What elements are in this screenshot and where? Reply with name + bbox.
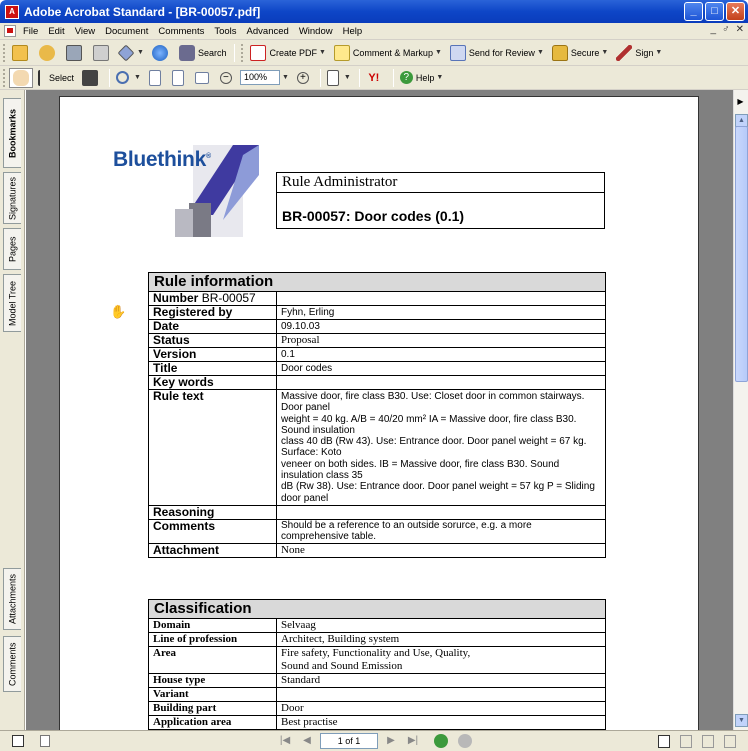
fit-width-icon <box>195 72 209 84</box>
minimize-button[interactable]: _ <box>684 2 703 21</box>
status-bar <box>0 730 748 751</box>
secure-button[interactable]: Secure ▼ <box>549 43 611 63</box>
search-button[interactable] <box>176 43 230 63</box>
yahoo-button[interactable] <box>363 68 388 88</box>
bluethink-logo <box>113 145 259 237</box>
toolbar-file <box>0 40 748 66</box>
magnifier-icon <box>116 71 129 84</box>
zoom-tool-button[interactable]: ▼ <box>113 68 144 88</box>
scroll-thumb[interactable] <box>735 126 748 382</box>
toolbar-grip[interactable] <box>241 44 244 62</box>
continuous-icon[interactable] <box>680 735 692 748</box>
fit-page-button[interactable] <box>169 68 190 88</box>
save-disk-icon <box>66 45 82 61</box>
toolbar-separator <box>359 69 360 87</box>
table-row <box>149 320 606 334</box>
zoom-in-button[interactable] <box>289 68 315 88</box>
tab-signatures[interactable]: Signatures <box>3 172 21 224</box>
hand-tool-button[interactable] <box>9 68 33 88</box>
document-title-box <box>276 172 605 229</box>
window-title: Adobe Acrobat Standard - [BR-00057.pdf] <box>24 4 261 19</box>
tab-pages[interactable]: Pages <box>3 228 21 270</box>
attach-email-icon <box>118 44 135 61</box>
rotate-view-button[interactable]: ▼ <box>324 68 354 88</box>
table-row <box>149 376 606 390</box>
secure-label: Secure <box>570 47 600 58</box>
pen-icon <box>616 45 632 61</box>
last-page-icon[interactable]: ▶| <box>407 735 419 746</box>
domain-label: Domain <box>149 619 277 633</box>
housetype-value: Standard <box>277 674 606 688</box>
housetype-label: House type <box>149 674 277 688</box>
document-window-controls <box>711 24 744 35</box>
previous-view-icon[interactable] <box>434 734 448 748</box>
header-role: Rule Administrator <box>277 173 604 193</box>
tab-bookmarks[interactable]: Bookmarks <box>3 98 21 168</box>
organizer-button[interactable] <box>36 43 61 63</box>
first-page-icon[interactable]: |◀ <box>279 735 291 746</box>
table-row <box>149 702 606 716</box>
vertical-scrollbar[interactable] <box>733 90 748 730</box>
email-button[interactable]: ▼ <box>117 43 147 63</box>
minus-circle-icon: − <box>220 72 232 84</box>
title-label: Title <box>149 362 277 376</box>
menu-tools[interactable]: Tools <box>214 25 237 37</box>
navigation-pane-tabs <box>0 90 25 730</box>
page-options-icon[interactable] <box>40 735 50 747</box>
profession-label: Line of profession <box>149 633 277 647</box>
classification-heading: Classification <box>149 600 606 619</box>
table-row <box>149 362 606 376</box>
window-titlebar <box>0 0 748 23</box>
area-value-line: Fire safety, Functionality and Use, Quality, <box>281 647 471 659</box>
doc-minimize-button[interactable]: _ <box>710 24 717 35</box>
toolbar-tools <box>0 66 748 90</box>
menu-advanced[interactable]: Advanced <box>246 25 289 37</box>
menu-window[interactable]: Window <box>298 25 333 37</box>
expand-pane-arrow-icon[interactable]: ▶ <box>737 97 744 106</box>
reasoning-label: Reasoning <box>149 505 277 519</box>
area-value-line: Sound and Sound Emission <box>281 660 403 672</box>
classification-table <box>148 599 606 730</box>
snapshot-button[interactable] <box>79 68 104 88</box>
prev-page-icon[interactable]: ◀ <box>303 735 311 746</box>
help-label: Help <box>415 72 435 83</box>
toolbar-grip[interactable] <box>3 69 6 87</box>
continuous-facing-icon[interactable] <box>724 735 736 748</box>
fit-width-button[interactable] <box>192 68 215 88</box>
facing-icon[interactable] <box>702 735 714 748</box>
zoom-dropdown-icon[interactable]: ▼ <box>281 74 289 81</box>
text-cursor-icon <box>38 70 46 86</box>
comments-label: Comments <box>149 519 277 543</box>
variant-value <box>277 688 606 702</box>
send-review-button[interactable]: Send for Review ▼ <box>447 43 547 63</box>
close-button[interactable]: ✕ <box>726 2 745 21</box>
doc-restore-button[interactable]: ♂ <box>722 24 730 35</box>
table-row <box>149 674 606 688</box>
window-controls <box>684 2 745 21</box>
registered-label: Registered by <box>149 306 277 320</box>
attachment-value: None <box>277 543 606 557</box>
variant-label: Variant <box>149 688 277 702</box>
globe-icon <box>152 45 168 61</box>
select-tool-button[interactable] <box>35 68 77 88</box>
sign-button[interactable]: Sign ▼ <box>613 43 665 63</box>
comment-markup-label: Comment & Markup <box>352 47 433 58</box>
zoom-level-input[interactable]: 100% <box>240 70 280 85</box>
table-row <box>149 292 606 306</box>
create-pdf-label: Create PDF <box>269 47 317 58</box>
print-button[interactable] <box>90 43 115 63</box>
ruletext-line: Massive door, fire class B30. Use: Closet door in common stairways. Door panel <box>281 391 585 414</box>
acrobat-app-icon: A <box>5 5 19 19</box>
table-row <box>149 716 606 730</box>
toolbar-separator <box>234 44 235 62</box>
area-value <box>277 647 606 674</box>
menu-file[interactable]: File <box>23 25 39 37</box>
table-row <box>149 633 606 647</box>
apparea-value: Best practise <box>277 716 606 730</box>
keywords-label: Key words <box>149 376 277 390</box>
send-review-label: Send for Review <box>468 47 535 58</box>
date-value: 09.10.03 <box>277 320 606 334</box>
help-icon: ? <box>400 71 413 84</box>
camera-icon <box>82 70 98 86</box>
yahoo-icon: Y! <box>368 71 380 84</box>
menu-bar <box>0 23 748 40</box>
menu-help[interactable]: Help <box>342 25 363 37</box>
table-row <box>149 348 606 362</box>
ruletext-line: veneer on both sides. IB = Massive door, fire class B30. Sound insulation class 35 <box>281 458 560 482</box>
doc-close-button[interactable]: ✕ <box>735 24 744 35</box>
search-label: Search <box>197 47 227 58</box>
keywords-value <box>277 376 606 390</box>
number-label: Number <box>153 291 199 305</box>
profession-value: Architect, Building system <box>277 633 606 647</box>
domain-value: Selvaag <box>277 619 606 633</box>
status-value: Proposal <box>277 334 606 348</box>
status-label: Status <box>149 334 277 348</box>
registered-value: Fyhn, Erling <box>277 306 606 320</box>
page-navigation <box>276 733 472 749</box>
single-page-icon[interactable] <box>658 735 670 748</box>
printer-icon <box>93 45 109 61</box>
table-row <box>149 306 606 320</box>
logo-text: Bluethink® <box>113 148 211 171</box>
save-button[interactable] <box>63 43 88 63</box>
menu-document[interactable]: Document <box>105 25 149 37</box>
document-icon[interactable] <box>4 25 16 37</box>
table-row <box>149 543 606 557</box>
menu-edit[interactable]: Edit <box>48 25 65 37</box>
help-button[interactable]: ? Help ▼ <box>397 68 446 88</box>
next-page-icon[interactable]: ▶ <box>387 735 395 746</box>
next-view-icon[interactable] <box>458 734 472 748</box>
lock-icon <box>552 45 568 61</box>
comment-markup-button[interactable]: Comment & Markup ▼ <box>331 43 445 63</box>
version-value: 0.1 <box>277 348 606 362</box>
comment-note-icon <box>334 45 350 61</box>
create-pdf-button[interactable]: Create PDF ▼ <box>247 43 328 63</box>
header-title: BR-00057: Door codes (0.1) <box>282 208 465 224</box>
menu-view[interactable]: View <box>74 25 96 37</box>
reasoning-value <box>277 505 606 519</box>
table-row <box>149 647 606 674</box>
buildingpart-value: Door <box>277 702 606 716</box>
ruletext-label: Rule text <box>149 390 277 506</box>
upload-button[interactable] <box>149 43 174 63</box>
table-row <box>149 519 606 543</box>
zoom-out-button[interactable] <box>217 68 238 88</box>
ruletext-line: dB (Rw 38). Use: Entrance door. Door panel weight = 57 kg P = Sliding door panel <box>281 481 595 504</box>
nav-pane-toggle-icon[interactable] <box>12 735 24 747</box>
hand-icon <box>13 70 29 86</box>
table-row <box>149 505 606 519</box>
ruletext-value <box>277 390 606 506</box>
apparea-label: Application area <box>149 716 277 730</box>
hand-cursor-icon: ✋ <box>110 304 127 319</box>
rotate-page-icon <box>327 70 339 86</box>
number-label-cell <box>149 292 277 306</box>
pdf-page <box>59 96 699 730</box>
date-label: Date <box>149 320 277 334</box>
number-empty-cell <box>277 292 606 306</box>
toolbar-separator <box>109 69 110 87</box>
open-folder-icon <box>12 45 28 61</box>
rule-information-table <box>148 272 606 558</box>
version-label: Version <box>149 348 277 362</box>
table-row <box>149 619 606 633</box>
organizer-icon <box>39 45 55 61</box>
fit-page-icon <box>172 70 184 86</box>
open-button[interactable] <box>9 43 34 63</box>
toolbar-grip[interactable] <box>3 44 6 62</box>
menu-comments[interactable]: Comments <box>158 25 205 37</box>
scroll-up-arrow-icon[interactable]: ▲ <box>735 114 748 127</box>
number-value: BR-00057 <box>201 291 256 305</box>
ruletext-line: weight = 40 kg. A/B = 40/20 mm² IA = Massive door, fire class B30. Sound insulation <box>281 413 577 436</box>
title-value: Door codes <box>277 362 606 376</box>
actual-size-button[interactable] <box>146 68 167 88</box>
page-number-input[interactable]: 1 of 1 <box>320 733 378 749</box>
plus-circle-icon: + <box>297 72 309 84</box>
rule-info-heading: Rule information <box>149 273 606 292</box>
review-icon <box>450 45 466 61</box>
select-label: Select <box>49 72 75 83</box>
document-view[interactable] <box>26 90 733 730</box>
table-row <box>149 390 606 506</box>
table-row <box>149 688 606 702</box>
comments-value: Should be a reference to an outside sorurce, e.g. a more comprehensive table. <box>277 519 606 543</box>
area-label: Area <box>149 647 277 674</box>
scroll-down-arrow-icon[interactable]: ▼ <box>735 714 748 727</box>
toolbar-separator <box>393 69 394 87</box>
buildingpart-label: Building part <box>149 702 277 716</box>
toolbar-separator <box>320 69 321 87</box>
sign-label: Sign <box>635 47 654 58</box>
page-layout-buttons <box>658 735 736 748</box>
tab-model-tree[interactable]: Model Tree <box>3 274 21 332</box>
tab-comments[interactable]: Comments <box>3 636 21 692</box>
table-row <box>149 334 606 348</box>
create-pdf-icon <box>250 45 266 61</box>
attachment-label: Attachment <box>149 543 277 557</box>
ruletext-line: class 40 dB (Rw 43). Use: Entrance door. Door panel weight = 67 kg. Surface: Koto <box>281 436 587 459</box>
actual-size-icon <box>149 70 161 86</box>
maximize-button[interactable]: □ <box>705 2 724 21</box>
tab-attachments[interactable]: Attachments <box>3 568 21 630</box>
binoculars-icon <box>179 45 195 61</box>
